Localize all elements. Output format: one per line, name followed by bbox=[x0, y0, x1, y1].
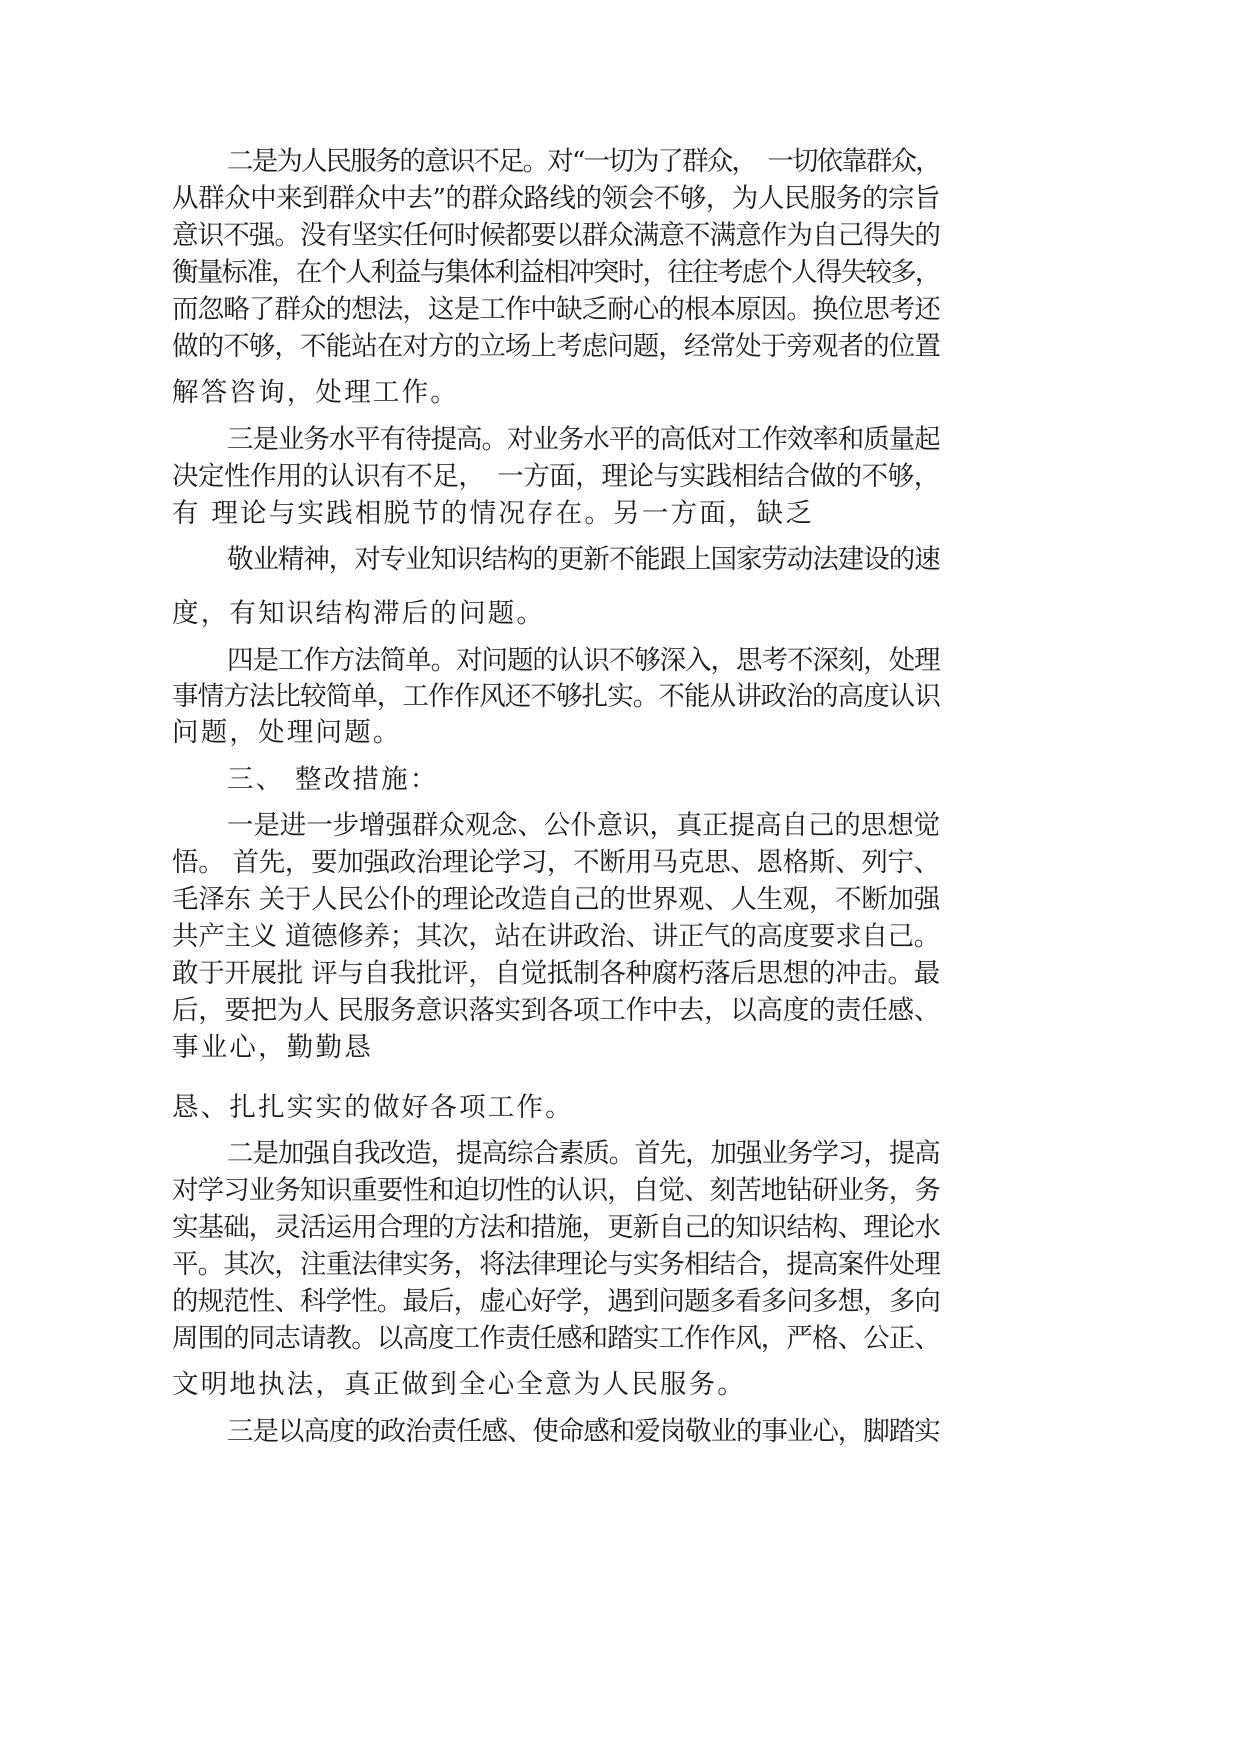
text-line: 而忽略了群众的想法，这是工作中缺乏耐心的根本原因。换位思考还 bbox=[172, 294, 940, 325]
text-line: 意识不强。没有坚实任何时候都要以群众满意不满意作为自己得失的 bbox=[172, 220, 940, 251]
section-heading: 三、 整改措施： bbox=[227, 764, 439, 795]
text-line: 实基础，灵活运用合理的方法和措施，更新自己的知识结构、理论水 bbox=[172, 1212, 940, 1243]
text-line: 有 理论与实践相脱节的情况存在。另一方面，缺乏 bbox=[172, 498, 815, 529]
text-line: 对学习业务知识重要性和迫切性的认识，自觉、刻苦地钻研业务，务 bbox=[172, 1175, 940, 1206]
text-line: 度，有知识结构滞后的问题。 bbox=[172, 598, 546, 629]
text-line: 文明地执法，真正做到全心全意为人民服务。 bbox=[172, 1369, 746, 1400]
text-line: 解答咨询，处理工作。 bbox=[172, 377, 459, 408]
text-line: 悟。 首先，要加强政治理论学习，不断用马克思、恩格斯、列宁、 bbox=[172, 847, 940, 878]
text-line: 二是为人民服务的意识不足。对“一切为了群众， 一切依靠群众， bbox=[227, 146, 940, 177]
text-line: 三是以高度的政治责任感、使命感和爱岗敬业的事业心，脚踏实 bbox=[227, 1416, 940, 1447]
text-line: 的规范性、科学性。最后，虚心好学，遇到问题多看多问多想，多向 bbox=[172, 1286, 940, 1317]
text-line: 毛泽东 关于人民公仆的理论改造自己的世界观、人生观，不断加强 bbox=[172, 884, 940, 915]
text-line: 衡量标准，在个人利益与集体利益相冲突时，往往考虑个人得失较多， bbox=[172, 257, 940, 288]
text-line: 从群众中来到群众中去”的群众路线的领会不够，为人民服务的宗旨 bbox=[172, 183, 941, 214]
text-line: 周围的同志请教。以高度工作责任感和踏实工作作风，严格、公正、 bbox=[172, 1323, 940, 1354]
text-line: 平。其次，注重法律实务，将法律理论与实务相结合，提高案件处理 bbox=[172, 1249, 940, 1280]
text-line: 事业心，勤勤恳 bbox=[172, 1032, 373, 1063]
text-line: 做的不够，不能站在对方的立场上考虑问题，经常处于旁观者的位置 bbox=[172, 331, 940, 362]
text-line: 决定性作用的认识有不足， 一方面，理论与实践相结合做的不够， bbox=[172, 461, 940, 492]
text-line: 三是业务水平有待提高。对业务水平的高低对工作效率和质量起 bbox=[227, 424, 940, 455]
text-line: 共产主义 道德修养；其次，站在讲政治、讲正气的高度要求自己。 bbox=[172, 921, 940, 952]
text-line: 恳、扎扎实实的做好各项工作。 bbox=[172, 1092, 574, 1123]
text-line: 问题，处理问题。 bbox=[172, 717, 402, 748]
text-line: 敢于开展批 评与自我批评，自觉抵制各种腐朽落后思想的冲击。最 bbox=[172, 958, 940, 989]
text-line: 四是工作方法简单。对问题的认识不够深入，思考不深刻，处理 bbox=[227, 645, 940, 676]
text-line: 敬业精神，对专业知识结构的更新不能跟上国家劳动法建设的速 bbox=[227, 544, 940, 575]
text-line: 事情方法比较简单，工作作风还不够扎实。不能从讲政治的高度认识 bbox=[172, 681, 940, 712]
text-line: 后，要把为人 民服务意识落实到各项工作中去，以高度的责任感、 bbox=[172, 995, 940, 1026]
text-line: 二是加强自我改造，提高综合素质。首先，加强业务学习，提高 bbox=[227, 1138, 940, 1169]
text-line: 一是进一步增强群众观念、公仆意识，真正提高自己的思想觉 bbox=[227, 810, 940, 841]
